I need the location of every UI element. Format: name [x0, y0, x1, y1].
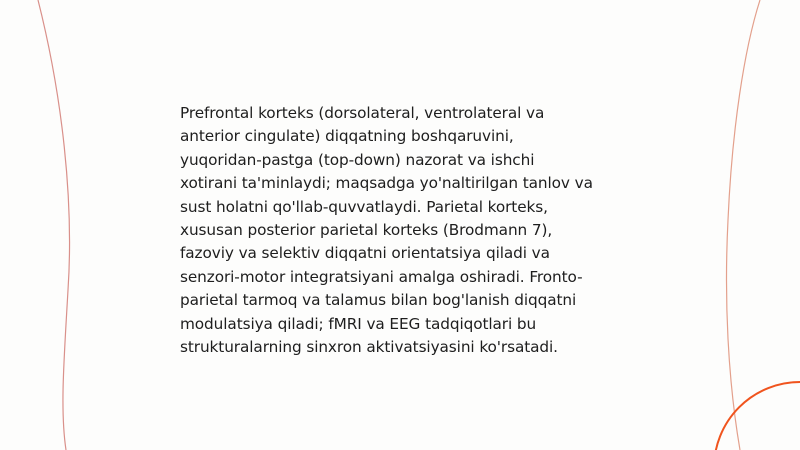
paragraph-line: modulatsiya qiladi; fMRI va EEG tadqiqotlari bu: [180, 314, 537, 333]
paragraph-line: anterior cingulate) diqqatning boshqaruvini,: [180, 127, 514, 146]
left-arc: [38, 0, 70, 450]
paragraph-line: sust holatni qo'llab-quvvatlaydi. Parietal korteks,: [180, 197, 548, 216]
body-paragraph: [180, 102, 630, 359]
paragraph-line: strukturalarning sinxron aktivatsiyasini ko'rsatadi.: [180, 338, 558, 357]
paragraph-line: Prefrontal korteks (dorsolateral, ventrolateral va: [180, 104, 545, 122]
right-arc: [727, 0, 761, 450]
paragraph-line: xususan posterior parietal korteks (Brodmann 7),: [180, 221, 553, 240]
paragraph-line: senzori-motor integratsiyani amalga oshiradi. Fronto-: [180, 267, 583, 286]
paragraph-line: xotirani ta'minlaydi; maqsadga yo'naltirilgan tanlov va: [180, 174, 593, 193]
accent-circle: [714, 382, 800, 450]
paragraph-line: parietal tarmoq va talamus bilan bog'lanish diqqatni: [180, 291, 577, 310]
paragraph-line: yuqoridan-pastga (top-down) nazorat va ishchi: [180, 150, 535, 169]
paragraph-line: fazoviy va selektiv diqqatni orientatsiya qiladi va: [180, 244, 550, 263]
